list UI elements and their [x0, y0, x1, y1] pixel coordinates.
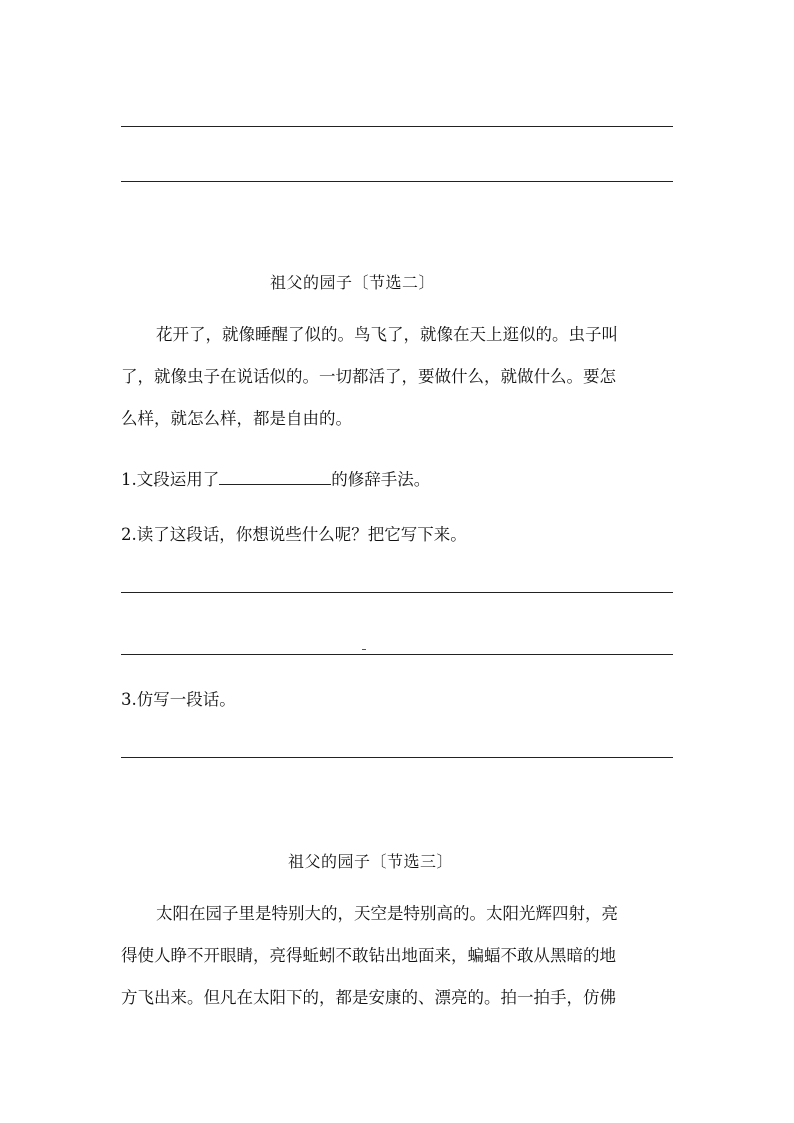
paragraph-line: 得使人睁不开眼睛，亮得蚯蚓不敢钻出地面来，蝙蝠不敢从黑暗的地	[121, 946, 616, 965]
paragraph-line: 了，就像虫子在说话似的。一切都活了，要做什么，就做什么。要怎	[121, 367, 616, 386]
paragraph-line: 太阳在园子里是特别大的，天空是特别高的。太阳光辉四射，亮	[156, 904, 618, 923]
answer-line-top-1	[121, 126, 673, 127]
answer-line-q2-1[interactable]	[121, 592, 673, 593]
stray-mark	[362, 649, 366, 650]
question-1-blank[interactable]	[219, 466, 331, 485]
question-1	[121, 466, 430, 490]
section2-paragraph	[121, 314, 681, 440]
answer-line-top-2	[121, 181, 673, 182]
answer-line-q3-1[interactable]	[121, 757, 673, 758]
question-1-suffix: 的修辞手法。	[331, 470, 431, 489]
question-2: 2.读了这段话，你想说些什么呢？把它写下来。	[121, 525, 467, 544]
paragraph-line: 方飞出来。但凡在太阳下的，都是安康的、漂亮的。拍一拍手，仿佛	[121, 988, 616, 1007]
answer-line-q2-2[interactable]	[121, 654, 673, 655]
question-1-prefix: 1.文段运用了	[121, 470, 220, 489]
paragraph-line: 花开了，就像睡醒了似的。鸟飞了，就像在天上逛似的。虫子叫	[156, 325, 618, 344]
section3-paragraph	[121, 893, 681, 1019]
paragraph-line: 么样，就怎么样，都是自由的。	[121, 409, 352, 428]
section2-title: 祖父的园子〔节选二〕	[270, 273, 436, 292]
section3-title: 祖父的园子〔节选三〕	[288, 852, 454, 871]
question-3: 3.仿写一段话。	[121, 690, 236, 709]
